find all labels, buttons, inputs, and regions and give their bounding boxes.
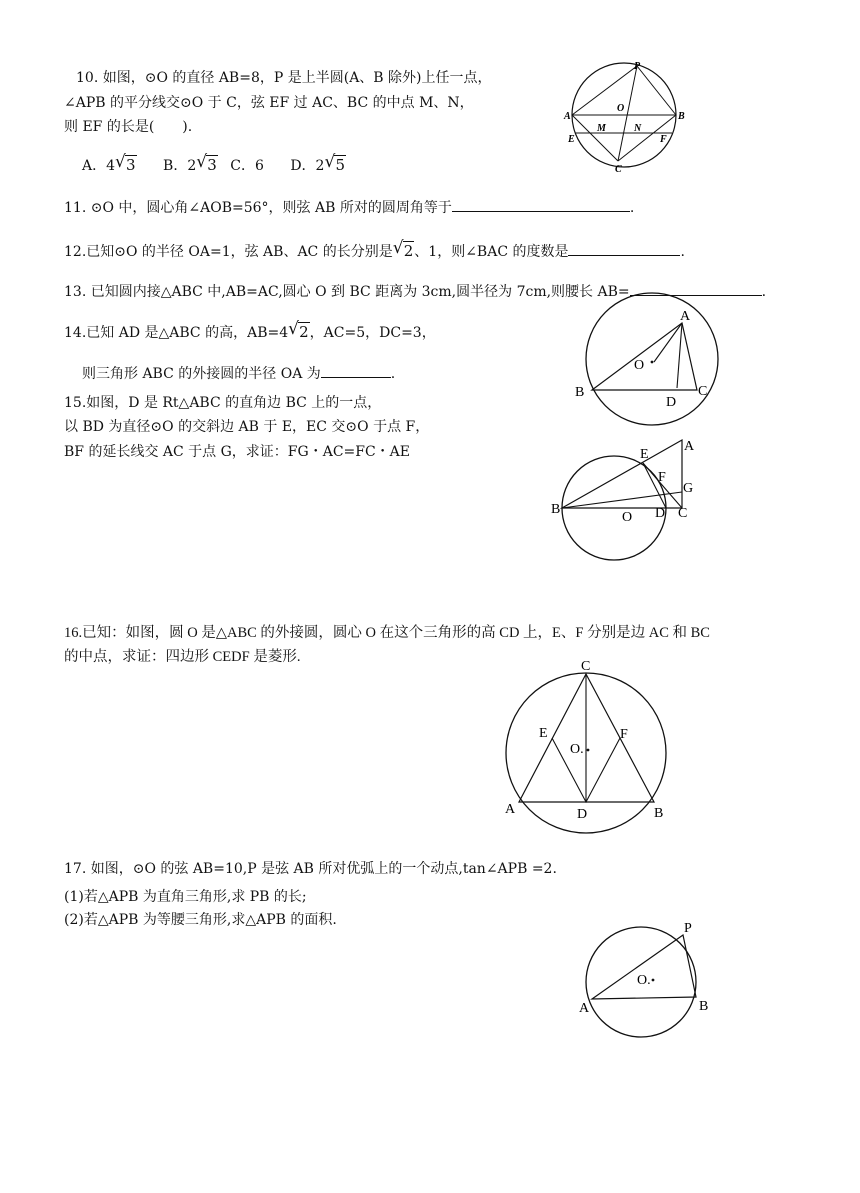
q15-label-a: A: [684, 439, 695, 454]
q13-line: 13. 已知圆内接△ABC 中,AB=AC,圆心 O 到 BC 距离为 3cm,圆半径为 7cm,则腰长 AB= .: [64, 284, 767, 300]
q10-label-c: C: [615, 164, 622, 175]
q12-line: 12.已知⊙O 的半径 OA=1，弦 AB、AC 的长分别是√ 2、1，则∠BAC 的度数是 .: [64, 242, 685, 261]
q16-label-e: E: [539, 726, 548, 741]
q10-options: [82, 156, 346, 175]
q10-line2: ∠APB 的平分线交⊙O 于 C，弦 EF 过 AC、BC 的中点 M、N，: [64, 95, 474, 111]
q10-label-a: A: [564, 111, 571, 122]
q16-label-c: C: [581, 659, 591, 674]
q14-line1: 14.已知 AD 是△ABC 的高，AB=4√ 2，AC=5，DC=3，: [64, 323, 436, 342]
q10-option-d: D．2√ 5: [290, 156, 346, 175]
q15-label-f: F: [658, 470, 666, 485]
q17-label-a: A: [579, 1001, 590, 1016]
q10-option-a: A．4√ 3: [82, 156, 137, 175]
q15-line1: 15.如图，D 是 Rt△ABC 的直角边 BC 上的一点，: [64, 395, 382, 411]
q16-label-d: D: [577, 807, 588, 822]
q10-label-o: O: [617, 103, 625, 114]
q14-label-b: B: [575, 385, 585, 400]
q12-prefix: 12.已知⊙O 的半径 OA=1，弦 AB、AC 的长分别是: [64, 244, 393, 260]
q16-line2: 的中点，求证：四边形 CEDF 是菱形.: [64, 649, 301, 665]
q14-label-a: A: [680, 309, 691, 324]
q16-label-o: O.: [570, 742, 584, 757]
q15-label-e: E: [640, 447, 649, 462]
q17-label-p: P: [684, 921, 692, 936]
q15-line3: BF 的延长线交 AC 于点 G，求证：FG・AC=FC・AE: [64, 444, 411, 460]
q11-text: 11. ⊙O 中，圆心角∠AOB=56°，则弦 AB 所对的圆周角等于: [64, 200, 452, 216]
q15-figure: [545, 432, 705, 572]
q10-figure: [560, 58, 690, 176]
q16-label-a: A: [505, 802, 516, 817]
q17-label-o: O.: [637, 973, 651, 988]
q14-suffix: ，AC=5，DC=3，: [309, 325, 436, 341]
q16-label-b: B: [654, 806, 664, 821]
q15-label-b: B: [551, 502, 561, 517]
q14-figure: [570, 308, 720, 408]
q14-label-d: D: [666, 395, 677, 410]
q15-label-c: C: [678, 506, 688, 521]
q17-line1: 17. 如图，⊙O 的弦 AB=10,P 是弦 AB 所对优弧上的一个动点,tan∠APB =2.: [64, 861, 557, 877]
q11-line: 11. ⊙O 中，圆心角∠AOB=56°，则弦 AB 所对的圆周角等于 .: [64, 200, 635, 216]
q17-line3: (2)若△APB 为等腰三角形,求△APB 的面积.: [64, 912, 337, 928]
q16-line1: 16.已知：如图，圆 O 是△ABC 的外接圆，圆心 O 在这个三角形的高 CD 上，E、F 分别是边 AC 和 BC: [64, 625, 710, 641]
q10-label-m: M: [597, 123, 606, 134]
q16-figure: [495, 656, 685, 836]
q10-label-n: N: [634, 123, 642, 134]
q14-line2: 则三角形 ABC 的外接圆的半径 OA 为 .: [82, 366, 396, 382]
q13-text: 13. 已知圆内接△ABC 中,AB=AC,圆心 O 到 BC 距离为 3cm,圆半径为 7cm,则腰长 AB=: [64, 284, 630, 300]
q17-line2: (1)若△APB 为直角三角形,求 PB 的长;: [64, 889, 307, 905]
q17-label-b: B: [699, 999, 709, 1014]
q15-label-d: D: [655, 506, 666, 521]
q10-option-c: C．6: [230, 158, 264, 174]
q15-line2: 以 BD 为直径⊙O 的交斜边 AB 于 E，EC 交⊙O 于点 F，: [64, 419, 430, 435]
q16-label-f: F: [620, 727, 628, 742]
q15-label-g: G: [683, 481, 694, 496]
q12-answer-blank[interactable]: [568, 242, 680, 256]
q10-label-f: F: [660, 134, 667, 145]
q14-label-o: O: [634, 358, 645, 373]
q10-option-b: B．2√ 3: [163, 156, 218, 175]
q10-label-e: E: [568, 134, 575, 145]
q14-answer-blank[interactable]: [321, 364, 391, 378]
q14-prefix: 14.已知 AD 是△ABC 的高，AB=4: [64, 325, 289, 341]
q10-label-p: P: [634, 61, 641, 72]
q17-figure: [570, 918, 720, 1043]
q14-label-c: C: [698, 384, 708, 399]
q10-label-b: B: [678, 111, 685, 122]
q13-answer-blank[interactable]: [630, 282, 762, 296]
q11-answer-blank[interactable]: [452, 198, 630, 212]
q12-suffix: 、1，则∠BAC 的度数是: [414, 244, 569, 260]
q15-label-o: O: [622, 510, 633, 525]
q10-line3: 则 EF 的长是( ).: [64, 119, 193, 135]
q10-line1: 10. 如图，⊙O 的直径 AB=8，P 是上半圆(A、B 除外)上任一点，: [76, 70, 492, 86]
